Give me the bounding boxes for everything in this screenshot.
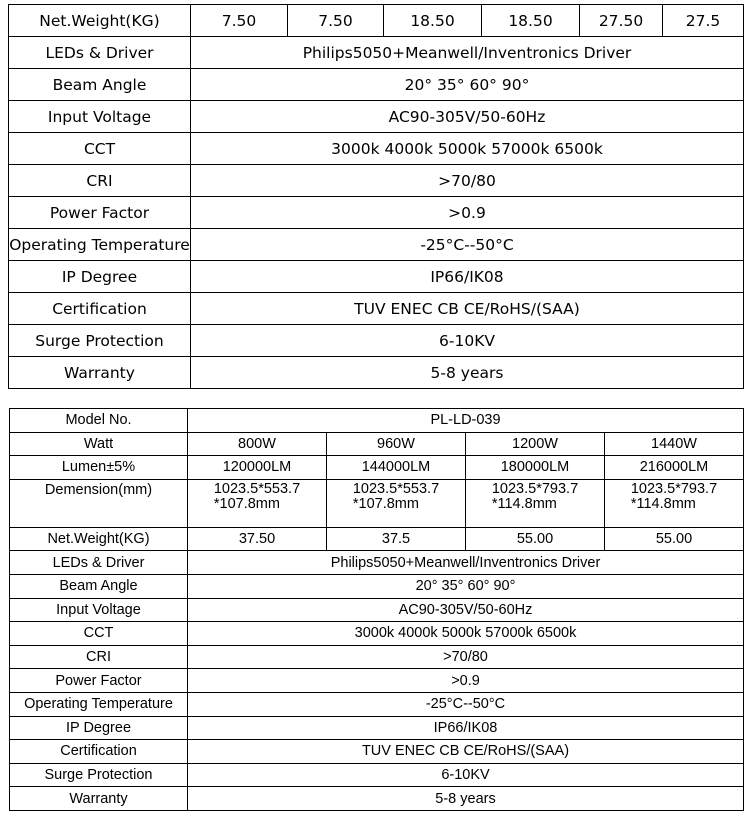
table-row — [10, 432, 744, 456]
row-value: 20° 35° 60° 90° — [191, 69, 744, 101]
row-value: IP66/IK08 — [191, 261, 744, 293]
row-value: 6-10KV — [188, 763, 744, 787]
row-value: AC90-305V/50-60Hz — [188, 598, 744, 622]
table-row — [9, 5, 744, 37]
row-label: Beam Angle — [9, 69, 191, 101]
table-row — [9, 229, 744, 261]
weight-cell: 27.5 — [663, 5, 744, 37]
weight-cell: 55.00 — [466, 527, 605, 551]
model-number: PL-LD-039 — [188, 409, 744, 433]
row-label: Net.Weight(KG) — [9, 5, 191, 37]
dimension-line: *114.8mm — [630, 495, 696, 512]
dimension-cell — [466, 479, 605, 527]
row-label: CRI — [9, 165, 191, 197]
lumen-cell: 216000LM — [605, 456, 744, 480]
row-label: Power Factor — [10, 669, 188, 693]
row-label: LEDs & Driver — [10, 551, 188, 575]
watt-cell: 800W — [188, 432, 327, 456]
table-row — [10, 787, 744, 811]
watt-cell: 1440W — [605, 432, 744, 456]
spec-table-lower — [9, 408, 744, 811]
table-row — [9, 197, 744, 229]
table-row — [10, 716, 744, 740]
row-value: IP66/IK08 — [188, 716, 744, 740]
row-value: Philips5050+Meanwell/Inventronics Driver — [191, 37, 744, 69]
row-value: >0.9 — [191, 197, 744, 229]
weight-cell: 55.00 — [605, 527, 744, 551]
table-row — [9, 357, 744, 389]
row-label: IP Degree — [9, 261, 191, 293]
table-row — [10, 574, 744, 598]
weight-cell: 37.50 — [188, 527, 327, 551]
lumen-cell: 144000LM — [327, 456, 466, 480]
table-row — [9, 69, 744, 101]
weight-cell: 37.5 — [327, 527, 466, 551]
table-row — [9, 101, 744, 133]
table-row — [9, 325, 744, 357]
table-row — [9, 261, 744, 293]
table-row — [10, 551, 744, 575]
weight-cell: 7.50 — [191, 5, 288, 37]
table-row — [10, 763, 744, 787]
row-value: 5-8 years — [191, 357, 744, 389]
row-label: Input Voltage — [10, 598, 188, 622]
row-value: 6-10KV — [191, 325, 744, 357]
row-label: Watt — [10, 432, 188, 456]
row-label: Input Voltage — [9, 101, 191, 133]
weight-cell: 7.50 — [288, 5, 384, 37]
table-row — [10, 669, 744, 693]
row-label: Surge Protection — [9, 325, 191, 357]
row-label: LEDs & Driver — [9, 37, 191, 69]
weight-cell: 27.50 — [580, 5, 663, 37]
weight-cell: 18.50 — [384, 5, 482, 37]
lumen-cell: 180000LM — [466, 456, 605, 480]
row-value: Philips5050+Meanwell/Inventronics Driver — [188, 551, 744, 575]
row-label: Certification — [9, 293, 191, 325]
row-value: 5-8 years — [188, 787, 744, 811]
lumen-cell: 120000LM — [188, 456, 327, 480]
row-value: >70/80 — [191, 165, 744, 197]
row-label: CRI — [10, 645, 188, 669]
watt-cell: 1200W — [466, 432, 605, 456]
row-value: -25°C--50°C — [188, 692, 744, 716]
row-label: CCT — [10, 622, 188, 646]
row-label: Net.Weight(KG) — [10, 527, 188, 551]
row-label: Operating Temperature — [9, 229, 191, 261]
row-value: >70/80 — [188, 645, 744, 669]
row-value: -25°C--50°C — [191, 229, 744, 261]
row-label: Operating Temperature — [10, 692, 188, 716]
table-row — [10, 527, 744, 551]
table-row — [10, 598, 744, 622]
table-row — [9, 293, 744, 325]
dimension-line: 1023.5*553.7 — [213, 480, 301, 497]
dimension-line: *107.8mm — [352, 495, 419, 512]
row-label: Beam Angle — [10, 574, 188, 598]
row-value: 3000k 4000k 5000k 57000k 6500k — [188, 622, 744, 646]
dimension-line: *107.8mm — [213, 495, 280, 512]
table-row — [9, 37, 744, 69]
row-label: Certification — [10, 740, 188, 764]
dimension-cell — [327, 479, 466, 527]
table-row — [9, 133, 744, 165]
dimension-line: 1023.5*553.7 — [352, 480, 440, 497]
table-row — [10, 456, 744, 480]
table-row — [10, 409, 744, 433]
row-label: Warranty — [9, 357, 191, 389]
row-label: Lumen±5% — [10, 456, 188, 480]
row-value: 3000k 4000k 5000k 57000k 6500k — [191, 133, 744, 165]
dimension-cell — [605, 479, 744, 527]
table-row — [10, 740, 744, 764]
row-label: Power Factor — [9, 197, 191, 229]
dimension-line: 1023.5*793.7 — [491, 480, 579, 497]
table-row — [9, 165, 744, 197]
row-value: TUV ENEC CB CE/RoHS/(SAA) — [188, 740, 744, 764]
table-row — [10, 692, 744, 716]
row-label: CCT — [9, 133, 191, 165]
table-row — [10, 479, 744, 527]
dimension-cell — [188, 479, 327, 527]
row-label: Model No. — [10, 409, 188, 433]
table-row — [10, 622, 744, 646]
row-value: AC90-305V/50-60Hz — [191, 101, 744, 133]
dimension-line: *114.8mm — [491, 495, 557, 512]
watt-cell: 960W — [327, 432, 466, 456]
row-label: Warranty — [10, 787, 188, 811]
row-label: Surge Protection — [10, 763, 188, 787]
spec-table-upper — [8, 4, 744, 389]
row-value: TUV ENEC CB CE/RoHS/(SAA) — [191, 293, 744, 325]
table-row — [10, 645, 744, 669]
row-label: IP Degree — [10, 716, 188, 740]
dimension-line: 1023.5*793.7 — [630, 480, 718, 497]
weight-cell: 18.50 — [482, 5, 580, 37]
row-value: 20° 35° 60° 90° — [188, 574, 744, 598]
row-value: >0.9 — [188, 669, 744, 693]
row-label: Demension(mm) — [10, 479, 188, 527]
